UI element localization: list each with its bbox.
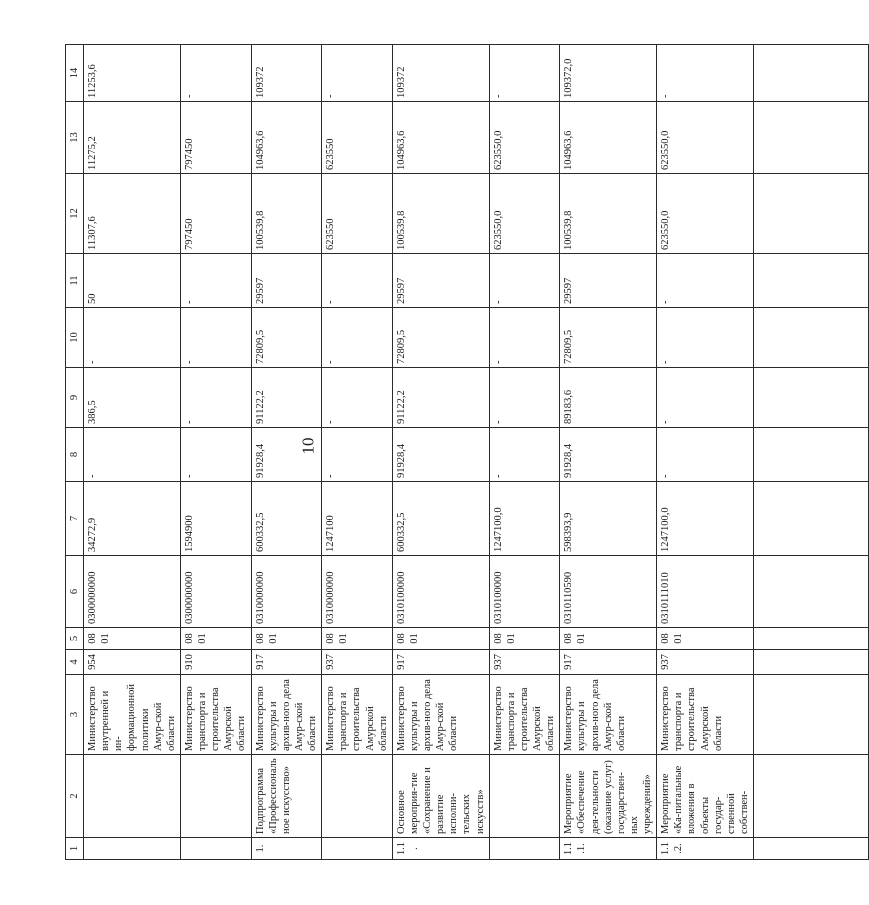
rzpr-code: 0801	[392, 628, 489, 650]
amount-col9: -	[180, 368, 251, 428]
grbs-code: 917	[392, 650, 489, 675]
item-name	[180, 755, 251, 838]
grbs-code: 910	[180, 650, 251, 675]
item-name	[84, 755, 181, 838]
executor-name: Министерство культуры и архив-ного дела Амур-ской области	[251, 675, 322, 755]
column-number: 14	[66, 45, 84, 102]
amount-col10: -	[657, 308, 754, 368]
column-number: 13	[66, 102, 84, 174]
rzpr-code: 0801	[322, 628, 393, 650]
csr-code: 0310000000	[251, 556, 322, 628]
amount-total: 600332,5	[392, 482, 489, 556]
amount-col9: -	[657, 368, 754, 428]
amount-col13: 797450	[180, 102, 251, 174]
page-number: 10	[298, 437, 318, 455]
table-row-continuation	[754, 45, 869, 860]
row-number	[180, 838, 251, 860]
amount-col9: 91122,2	[251, 368, 322, 428]
executor-name: Министерство транспорта и строительства Амурской области	[180, 675, 251, 755]
amount-col9: 386,5	[84, 368, 181, 428]
empty-cell	[754, 628, 869, 650]
amount-col8: 91928,4	[560, 428, 657, 482]
table-row	[489, 45, 560, 860]
empty-cell	[754, 838, 869, 860]
column-number: 3	[66, 675, 84, 755]
amount-col14: -	[657, 45, 754, 102]
column-number: 10	[66, 308, 84, 368]
column-number: 7	[66, 482, 84, 556]
amount-col8: -	[84, 428, 181, 482]
empty-cell	[754, 650, 869, 675]
table-row	[180, 45, 251, 860]
empty-cell	[754, 368, 869, 428]
empty-cell	[754, 174, 869, 254]
executor-name: Министерство транспорта и строительства Амурской области	[322, 675, 393, 755]
csr-code: 0300000000	[84, 556, 181, 628]
executor-name: Министерство культуры и архив-ного дела Амур-ской области	[392, 675, 489, 755]
empty-cell	[754, 482, 869, 556]
empty-cell	[754, 308, 869, 368]
amount-col12: 797450	[180, 174, 251, 254]
amount-col14: 109372	[392, 45, 489, 102]
item-name: Мероприятие «Ка-питальные вложения в объекты государ-ственной собствен-	[657, 755, 754, 838]
item-name	[322, 755, 393, 838]
table-row	[84, 45, 181, 860]
empty-cell	[754, 675, 869, 755]
empty-cell	[754, 45, 869, 102]
amount-total: 600332,5	[251, 482, 322, 556]
table-row	[657, 45, 754, 860]
rzpr-code: 0801	[560, 628, 657, 650]
amount-total: 1594900	[180, 482, 251, 556]
amount-col10: 72809,5	[392, 308, 489, 368]
amount-col12: 11307,6	[84, 174, 181, 254]
amount-col8: 91928,4	[251, 428, 322, 482]
rzpr-code: 0801	[84, 628, 181, 650]
amount-col12: 623550,0	[489, 174, 560, 254]
amount-col9: -	[322, 368, 393, 428]
amount-col9: 91122,2	[392, 368, 489, 428]
column-number: 2	[66, 755, 84, 838]
item-name: Подпрограмма «Профессиональное искусство»	[251, 755, 322, 838]
table-row	[322, 45, 393, 860]
empty-cell	[754, 556, 869, 628]
column-number: 4	[66, 650, 84, 675]
csr-code: 0310000000	[322, 556, 393, 628]
amount-col11: -	[489, 254, 560, 308]
row-number: 1.1.	[392, 838, 489, 860]
grbs-code: 937	[657, 650, 754, 675]
amount-col14: 109372	[251, 45, 322, 102]
amount-col11: 29597	[251, 254, 322, 308]
amount-col10: 72809,5	[560, 308, 657, 368]
column-number: 1	[66, 838, 84, 860]
executor-name: Министерство внутренней и ин-формационной политики Амур-ской области	[84, 675, 181, 755]
executor-name: Министерство транспорта и строительства Амурской области	[657, 675, 754, 755]
amount-col8: -	[489, 428, 560, 482]
executor-name: Министерство культуры и архив-ного дела Амур-ской области	[560, 675, 657, 755]
table-row	[251, 45, 322, 860]
amount-col13: 104963,6	[560, 102, 657, 174]
column-number: 5	[66, 628, 84, 650]
csr-code: 0310100000	[489, 556, 560, 628]
amount-col13: 11275,2	[84, 102, 181, 174]
row-number: 1.	[251, 838, 322, 860]
grbs-code: 917	[560, 650, 657, 675]
amount-col13: 623550,0	[489, 102, 560, 174]
amount-col10: 72809,5	[251, 308, 322, 368]
amount-col8: -	[657, 428, 754, 482]
amount-col12: 623550,0	[657, 174, 754, 254]
amount-col10: -	[489, 308, 560, 368]
grbs-code: 917	[251, 650, 322, 675]
amount-col13: 104963,6	[251, 102, 322, 174]
item-name	[489, 755, 560, 838]
rzpr-code: 0801	[489, 628, 560, 650]
amount-total: 1247100,0	[657, 482, 754, 556]
amount-col9: 89183,6	[560, 368, 657, 428]
amount-col12: 623550	[322, 174, 393, 254]
amount-col10: -	[84, 308, 181, 368]
row-number: 1.1.1.	[560, 838, 657, 860]
amount-col11: -	[657, 254, 754, 308]
row-number	[489, 838, 560, 860]
column-number-row	[66, 45, 84, 860]
amount-col14: -	[489, 45, 560, 102]
amount-total: 1247100	[322, 482, 393, 556]
grbs-code: 937	[322, 650, 393, 675]
column-number: 11	[66, 254, 84, 308]
amount-total: 598393,9	[560, 482, 657, 556]
amount-col12: 100539,8	[560, 174, 657, 254]
csr-code: 0310100000	[392, 556, 489, 628]
column-number: 12	[66, 174, 84, 254]
csr-code: 0310110590	[560, 556, 657, 628]
amount-col8: -	[180, 428, 251, 482]
grbs-code: 954	[84, 650, 181, 675]
amount-col8: 91928,4	[392, 428, 489, 482]
amount-total: 1247100,0	[489, 482, 560, 556]
csr-code: 0300000000	[180, 556, 251, 628]
table-row	[560, 45, 657, 860]
amount-col11: -	[180, 254, 251, 308]
amount-col11: 29597	[560, 254, 657, 308]
rotated-page	[65, 45, 750, 860]
rzpr-code: 0801	[251, 628, 322, 650]
rzpr-code: 0801	[180, 628, 251, 650]
column-number: 6	[66, 556, 84, 628]
item-name: Основное мероприя-тие «Сохранение и развитие исполни-тельских искусств»	[392, 755, 489, 838]
amount-col11: 50	[84, 254, 181, 308]
budget-table	[65, 44, 869, 860]
amount-col12: 100539,8	[251, 174, 322, 254]
amount-col14: 11253,6	[84, 45, 181, 102]
empty-cell	[754, 102, 869, 174]
empty-cell	[754, 254, 869, 308]
amount-col11: 29597	[392, 254, 489, 308]
amount-col13: 623550	[322, 102, 393, 174]
executor-name: Министерство транспорта и строительства Амурской области	[489, 675, 560, 755]
column-number: 9	[66, 368, 84, 428]
amount-col10: -	[180, 308, 251, 368]
amount-col13: 104963,6	[392, 102, 489, 174]
amount-col14: 109372,0	[560, 45, 657, 102]
amount-col11: -	[322, 254, 393, 308]
amount-col14: -	[322, 45, 393, 102]
column-number: 8	[66, 428, 84, 482]
item-name: Мероприятие «Обеспечение дея-тельности (оказание услуг) государствен-ных учреждений»	[560, 755, 657, 838]
amount-total: 34272,9	[84, 482, 181, 556]
row-number: 1.1.2.	[657, 838, 754, 860]
rzpr-code: 0801	[657, 628, 754, 650]
row-number	[84, 838, 181, 860]
amount-col9: -	[489, 368, 560, 428]
amount-col10: -	[322, 308, 393, 368]
amount-col13: 623550,0	[657, 102, 754, 174]
table-row	[392, 45, 489, 860]
amount-col14: -	[180, 45, 251, 102]
csr-code: 0310111010	[657, 556, 754, 628]
row-number	[322, 838, 393, 860]
grbs-code: 937	[489, 650, 560, 675]
amount-col8: -	[322, 428, 393, 482]
amount-col12: 100539,8	[392, 174, 489, 254]
empty-cell	[754, 428, 869, 482]
empty-cell	[754, 755, 869, 838]
